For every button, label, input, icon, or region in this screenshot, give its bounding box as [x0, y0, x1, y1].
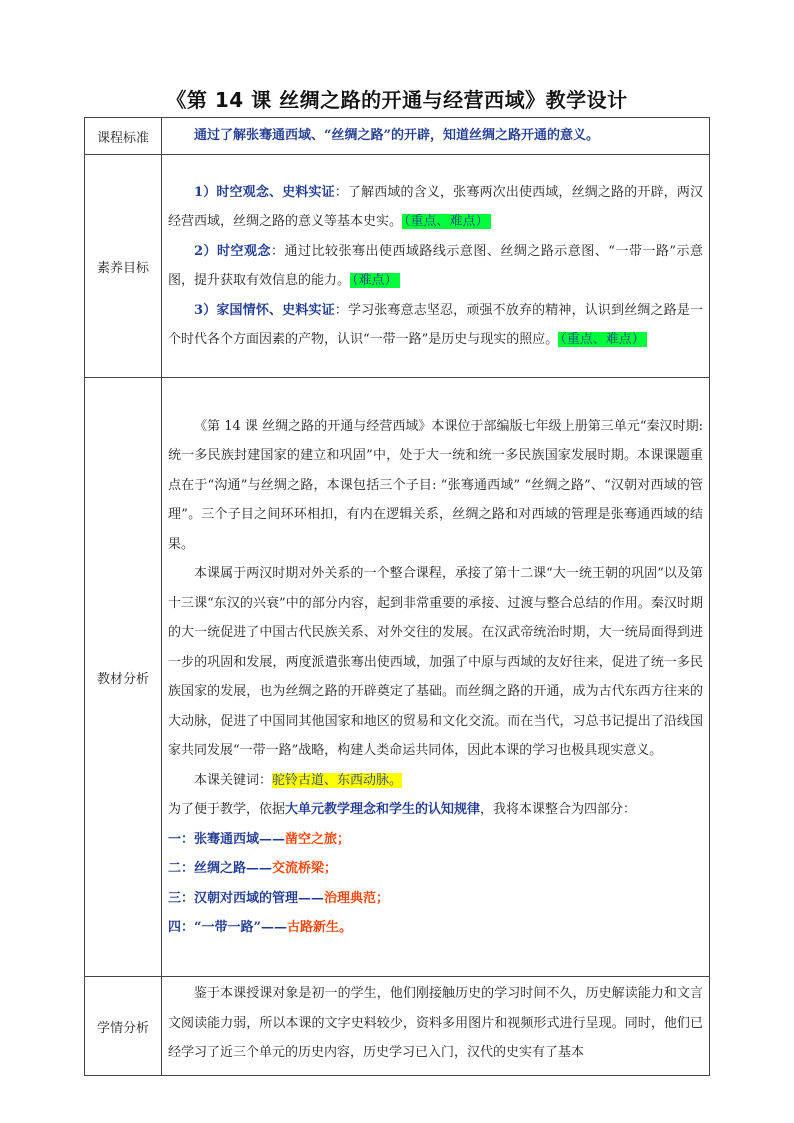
goal-head: 1）时空观念、史料实证 [194, 184, 335, 200]
part-tail: 交流桥梁； [272, 861, 338, 876]
goal-item [168, 178, 703, 237]
lesson-plan-table [84, 117, 710, 1076]
goal-sep: ： [271, 243, 285, 259]
part-head: 二：丝绸之路—— [168, 861, 273, 876]
part-head: 一：张骞通西域—— [168, 831, 286, 847]
part-item [168, 884, 703, 914]
students-paragraph: 鉴于本课授课对象是初一的学生，他们刚接触历史的学习时间不久，历史解读能力和文言文阅读能力弱，所以本课的文字史料较少，资料多用图片和视频形式进行呈现。同时，他们已经学习了近三个单元的历史内容，历史学习已入门，汉代的史实有了基本 [168, 986, 703, 1060]
material-paragraph: 本课属于两汉时期对外关系的一个整合课程，承接了第十二课“大一统王朝的巩固”以及第十三课“东汉的兴衰”中的部分内容，起到非常重要的承接、过渡与整合总结的作用。秦汉时期的大一统促进了中国古代民族关系、对外交往的发展。在汉武帝统治时期，大一统局面得到进一步的巩固和发展，两度派遣张骞出使西域，加强了中原与西域的友好往来，促进了统一多民族国家的发展，也为丝绸之路的开辟奠定了基础。而丝绸之路的开通，成为古代东西方往来的大动脉，促进了中国同其他国家和地区的贸易和文化交流。而在当代，习总书记提出了沿线国家共同发展“一带一路”战略，构建人类命运共同体，因此本课的学习也极具现实意义。 [168, 566, 703, 758]
keywords-line [168, 766, 703, 796]
part-item [168, 825, 703, 855]
part-tail: 凿空之旅； [285, 831, 351, 847]
part-tail: 治理典范； [324, 890, 390, 906]
row-student-analysis [85, 977, 710, 1076]
course-standard-text: 通过了解张骞通西域、“丝绸之路”的开辟，知道丝绸之路开通的意义。 [194, 128, 599, 144]
intro-text: 为了便于教学，依据 [168, 802, 286, 817]
goal-body: 通过比较张骞出使西域路线示意图、丝绸之路示意图、“一带一路”示意图，提升获取有效信息的能力。 [168, 243, 703, 288]
goal-tag: （重点、难点） [404, 214, 489, 229]
row-course-standard [85, 118, 710, 155]
material-paragraph: 《第 14 课 丝绸之路的开通与经营西域》本课位于部编版七年级上册第三单元“秦汉时期: 统一多民族封建国家的建立和巩固”中，处于大一统和统一多民族国家发展时期。本课课题重点在于“沟通”与丝绸之路，本课包括三个子目: “张骞通西域” “丝绸之路”、“汉朝对西域的管理”。三个子目之间环环相扣，有内在逻辑关系，丝绸之路和对西域的管理是张骞通西域的结果。 [168, 418, 703, 552]
goal-head: 2）时空观念 [194, 243, 271, 259]
goal-sep: ： [334, 184, 348, 200]
goal-body: 学习张骞意志坚忍，顽强不放弃的精神，认识到丝绸之路是一个时代各个方面因素的产物，认识“一带一路”是历史与现实的照应。 [168, 302, 703, 347]
goal-item [168, 296, 703, 355]
part-tail: 古路新生。 [286, 920, 352, 935]
goal-item [168, 237, 703, 296]
part-item [168, 854, 703, 884]
keywords-prefix: 本课关键词： [194, 772, 273, 788]
part-item [168, 913, 703, 943]
intro-emphasis: 大单元教学理念和学生的认知规律 [285, 802, 481, 817]
page-title: 《第 14 课 丝绸之路的开通与经营西域》教学设计 [166, 88, 628, 112]
part-head: 四：“一带一路”—— [168, 920, 287, 935]
goal-head: 3）家国情怀、史料实证 [194, 302, 335, 318]
goal-tag: （重点、难点） [560, 332, 645, 347]
goal-tag: （难点） [352, 273, 398, 288]
row-literacy-goals [85, 155, 710, 378]
row-content [162, 118, 710, 155]
goal-sep: ： [334, 302, 348, 318]
row-content [162, 977, 710, 1076]
row-label: 课程标准 [85, 118, 162, 155]
row-content [162, 378, 710, 977]
row-label: 学情分析 [85, 977, 162, 1076]
row-material-analysis [85, 378, 710, 977]
row-label: 素养目标 [85, 155, 162, 378]
goal-body: 了解西域的含义，张骞两次出使西域，丝绸之路的开辟，两汉经营西域，丝绸之路的意义等基本史实。 [168, 184, 703, 229]
integration-intro [168, 795, 703, 825]
keywords-text: 驼铃古道、东西动脉。 [272, 772, 403, 788]
part-head: 三：汉朝对西域的管理—— [168, 890, 325, 906]
row-content [162, 155, 710, 378]
row-label: 教材分析 [85, 378, 162, 977]
intro-text: ，我将本课整合为四部分： [480, 802, 637, 817]
